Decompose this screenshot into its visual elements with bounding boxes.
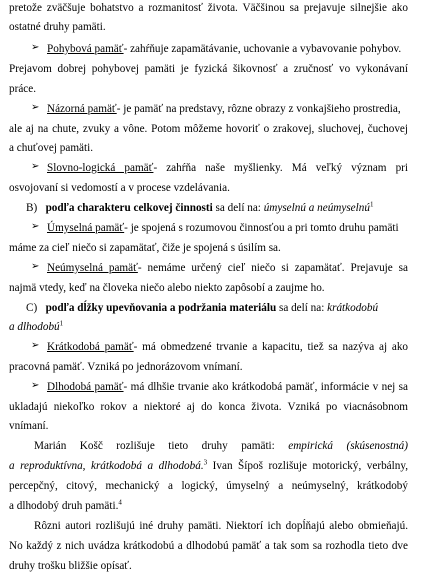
arrow-bullet-icon: ➢ xyxy=(31,261,40,272)
text-line: práce. xyxy=(9,83,37,95)
heading-italic: krátkodobú xyxy=(327,302,379,314)
text-line: Prejavom dobrej pohybovej pamäti je fyzická šikovnosť a zručnosť vo vykonávaní xyxy=(9,63,408,75)
heading-bold: podľa charakteru celkovej činnosti xyxy=(45,202,213,214)
bullet-text: - nemáme určený cieľ niečo si zapamätať. Prejavuje sa xyxy=(137,262,408,274)
para-italic: a reproduktívna, krátkodobá a dlhodobá. xyxy=(9,460,204,472)
footnote-ref: 3 xyxy=(203,459,208,467)
term: Dlhodobá pamäť xyxy=(47,381,124,393)
paragraph-line xyxy=(34,439,408,453)
term: Pohybová pamäť xyxy=(47,43,124,55)
text-line: osvojovaní si vedomostí a v procese vzdelávania. xyxy=(9,182,230,194)
para-italic: empirická (skúsenostná) xyxy=(288,440,408,452)
text-line xyxy=(9,320,63,334)
text-line: vnímaní. xyxy=(9,420,49,432)
text-line: a chuťovej pamäti. xyxy=(9,142,93,154)
term: Slovno-logická pamäť xyxy=(47,162,154,174)
paragraph-line: Rôzni autori rozlišujú iné druhy pamäti. Niektorí ich dopĺňajú alebo obmieňajú. xyxy=(34,520,408,532)
heading-label: C) xyxy=(26,302,38,314)
heading-bold: podľa dĺžky upevňovania a podržania materiálu xyxy=(45,302,277,314)
para-text: Ivan Šípoš rozlišuje motorický, verbálny, xyxy=(207,460,408,472)
para-text: a dlhodobý druh pamäti. xyxy=(9,500,119,512)
paragraph-line: percepčný, citový, mechanický a logický, úmyselný a neúmyselný, krátkodobý xyxy=(9,480,408,492)
heading-text: sa delí na: xyxy=(276,302,328,314)
bullet-text: - zahŕňuje zapamätávanie, uchovanie a vybavovanie pohybov. xyxy=(123,43,402,55)
arrow-bullet-icon: ➢ xyxy=(31,340,40,351)
paragraph-line xyxy=(9,499,122,513)
paragraph-line xyxy=(9,459,408,473)
heading-b xyxy=(26,201,373,215)
para-text: Marián Košč rozlišuje tieto druhy pamäti: xyxy=(34,440,289,452)
arrow-bullet-icon: ➢ xyxy=(31,380,40,391)
footnote-ref: 4 xyxy=(118,498,122,507)
bullet-pohybova xyxy=(47,42,401,56)
bullet-kratkodoba xyxy=(47,340,408,354)
bullet-slovno xyxy=(47,161,408,175)
text-line: ukladajú niekoľko rokov a niektoré aj do konca života. Vzniká po viacnásobnom xyxy=(9,401,408,413)
heading-label: B) xyxy=(26,202,38,214)
text-line: ostatné druhy pamäti. xyxy=(9,21,106,33)
arrow-bullet-icon: ➢ xyxy=(31,161,40,172)
term: Úmyselná pamäť xyxy=(47,222,125,234)
term: Neúmyselná pamäť xyxy=(47,262,138,274)
text-line: ale aj na chute, zvuky a vône. Potom môžeme hovoriť o zrakovej, sluchovej, čuchovej xyxy=(9,123,408,135)
bullet-text: - má obmedzené trvanie a kapacitu, tiež sa nazýva aj ako xyxy=(133,341,408,353)
heading-italic: úmyselnú a neúmyselnú xyxy=(263,202,370,214)
text-line: máme za cieľ niečo si zapamätať, čiže je spojená s úsilím sa. xyxy=(9,242,281,254)
paragraph-line: druhy trošku bližšie opísať. xyxy=(9,560,132,572)
arrow-bullet-icon: ➢ xyxy=(31,42,40,53)
bullet-nazorna xyxy=(47,102,401,116)
footnote-ref: 1 xyxy=(59,319,64,328)
heading-italic: a dlhodobú xyxy=(9,321,60,333)
bullet-text: - je spojená s rozumovou činnosťou a pri tomto druhu pamäti xyxy=(124,222,399,234)
text-line: pracovná pamäť. Vzniká po jednorázovom vnímaní. xyxy=(9,361,243,373)
bullet-text: - má dlhšie trvanie ako krátkodobá pamäť, informácie v nej sa xyxy=(123,381,408,393)
bullet-text: - je pamäť na predstavy, rôzne obrazy z vonkajšieho prostredia, xyxy=(116,103,401,115)
arrow-bullet-icon: ➢ xyxy=(31,221,40,232)
text-line: pretože zväčšuje bohatstvo a rozmanitosť života. Väčšinou sa prejavuje silnejšie ako xyxy=(9,2,408,14)
bullet-neumyselna xyxy=(47,261,408,275)
paragraph-line: No každý z nich uvádza krátkodobú a dlhodobú pamäť a tak som sa rozhodla tieto dve xyxy=(9,540,408,552)
text-line: najmä vtedy, keď na človeka niečo alebo niekto zapôsobí a zaujme ho. xyxy=(9,282,325,294)
term: Krátkodobá pamäť xyxy=(47,341,134,353)
footnote-ref: 1 xyxy=(369,200,374,209)
arrow-bullet-icon: ➢ xyxy=(31,102,40,113)
heading-c xyxy=(26,301,378,315)
term: Názorná pamäť xyxy=(47,103,117,115)
heading-text: sa delí na: xyxy=(212,202,264,214)
bullet-dlhodoba xyxy=(47,380,408,394)
bullet-umyselna xyxy=(47,221,399,235)
bullet-text: - zahŕňa naše myšlienky. Má veľký význam pri xyxy=(153,162,408,174)
